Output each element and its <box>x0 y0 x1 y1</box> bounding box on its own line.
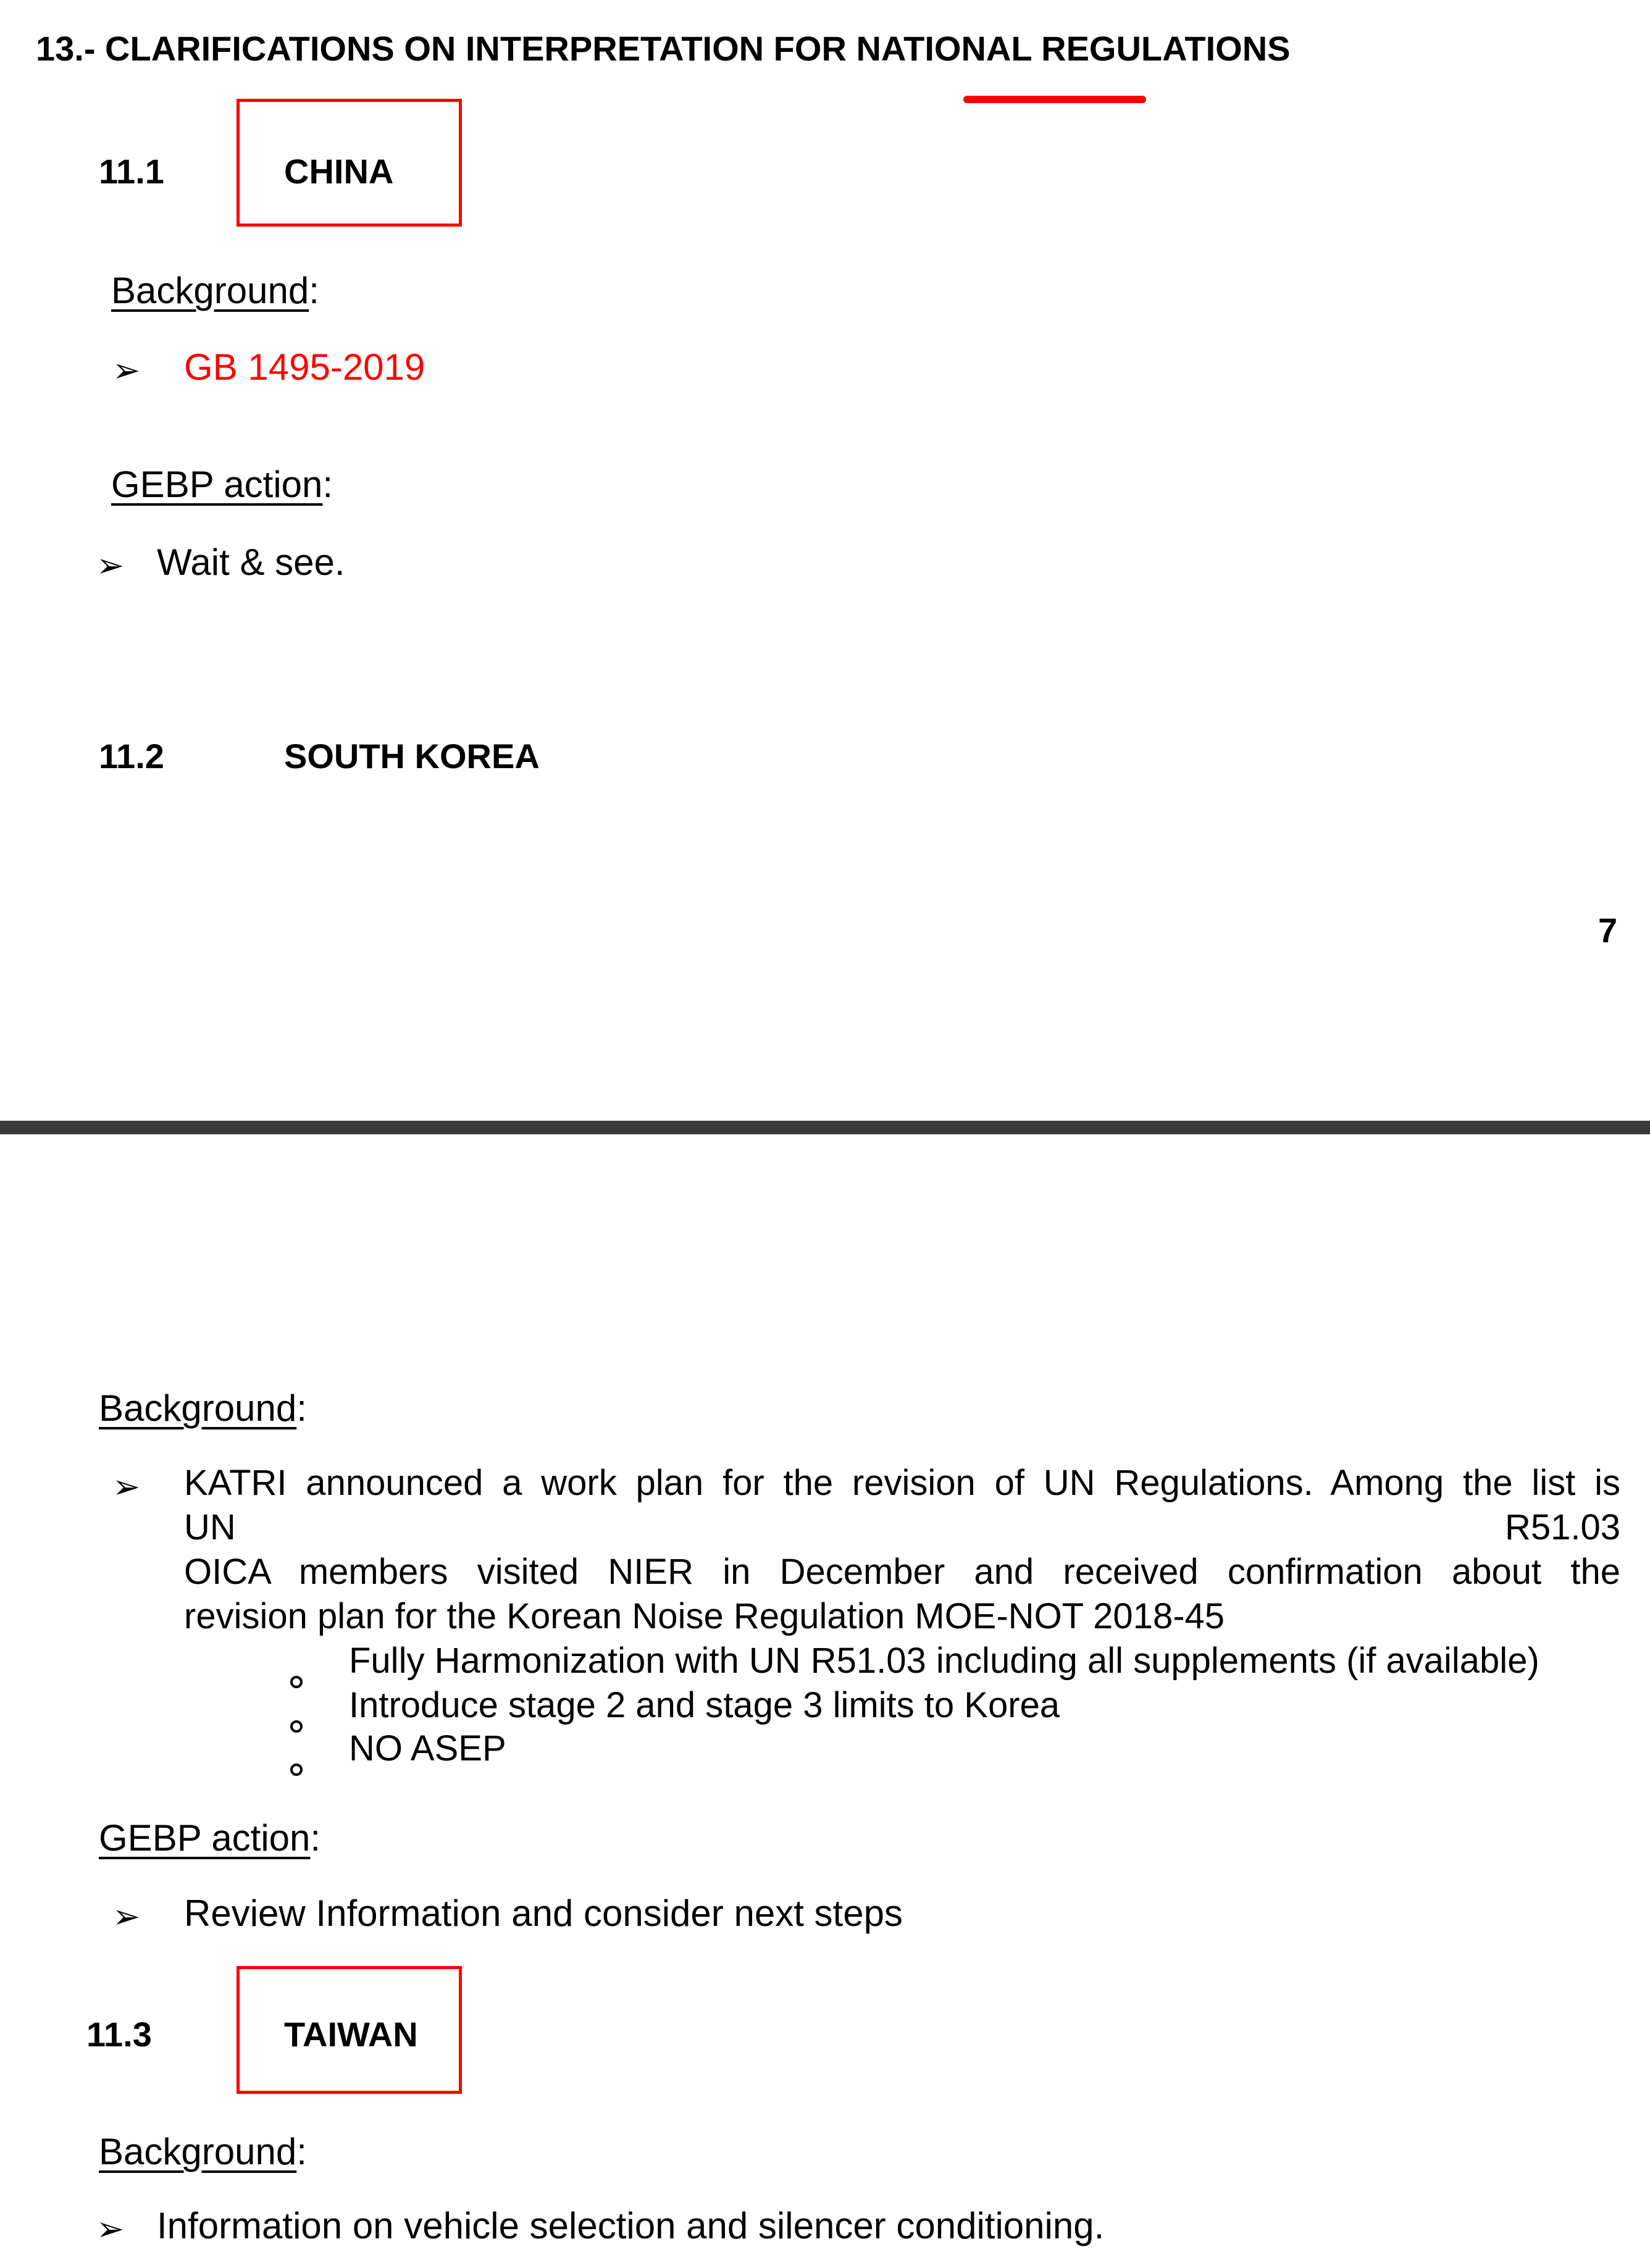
paragraph-line <box>184 1505 1620 1550</box>
page-number: 7 <box>1598 911 1618 950</box>
korea-sub-item: Introduce stage 2 and stage 3 limits to Korea <box>349 1685 1060 1725</box>
china-action-item: Wait & see. <box>157 542 345 583</box>
section-title-korea: SOUTH KOREA <box>284 737 540 776</box>
section-title-taiwan: TAIWAN <box>284 2015 418 2054</box>
korea-sub-item: NO ASEP <box>349 1728 506 1768</box>
paragraph-line: KATRI announced a work plan for the revision of UN Regulations. Among the list is <box>184 1463 1620 1503</box>
paragraph-line: OICA members visited NIER in December and received confirmation about the <box>184 1552 1620 1592</box>
paragraph-fragment: UN <box>184 1507 236 1547</box>
bullet-arrow-icon: ➢ <box>112 1898 141 1935</box>
circle-bullet-icon <box>290 1764 303 1776</box>
title-annotation-underline <box>963 96 1146 103</box>
circle-bullet-icon <box>290 1720 303 1733</box>
taiwan-background-heading: Background: <box>99 2131 307 2172</box>
bullet-arrow-icon: ➢ <box>96 547 125 584</box>
section-number-korea: 11.2 <box>99 737 164 776</box>
bullet-arrow-icon: ➢ <box>112 1468 141 1505</box>
bullet-arrow-icon: ➢ <box>112 352 141 389</box>
section-title-china: CHINA <box>284 152 394 191</box>
page-title: 13.- CLARIFICATIONS ON INTERPRETATION FOR NATIONAL REGULATIONS <box>36 29 1291 68</box>
korea-background-heading: Background: <box>99 1387 307 1429</box>
paragraph-line: revision plan for the Korean Noise Regulation MOE-NOT 2018-45 <box>184 1596 1225 1636</box>
page-separator <box>0 1121 1650 1134</box>
bullet-arrow-icon: ➢ <box>96 2211 125 2248</box>
korea-action-item: Review Information and consider next steps <box>184 1893 903 1934</box>
taiwan-background-item: Information on vehicle selection and silencer conditioning. <box>157 2205 1105 2246</box>
china-background-item: GB 1495-2019 <box>184 346 425 388</box>
korea-sub-item: Fully Harmonization with UN R51.03 including all supplements (if available) <box>349 1641 1539 1681</box>
china-action-heading: GEBP action: <box>111 464 333 505</box>
korea-background-paragraph <box>184 1461 1620 1639</box>
section-number-china: 11.1 <box>99 152 164 191</box>
circle-bullet-icon <box>290 1676 303 1688</box>
china-background-heading: Background: <box>111 270 319 311</box>
korea-action-heading: GEBP action: <box>99 1817 321 1859</box>
paragraph-fragment: R51.03 <box>1504 1507 1620 1547</box>
section-number-taiwan: 11.3 <box>86 2015 152 2054</box>
